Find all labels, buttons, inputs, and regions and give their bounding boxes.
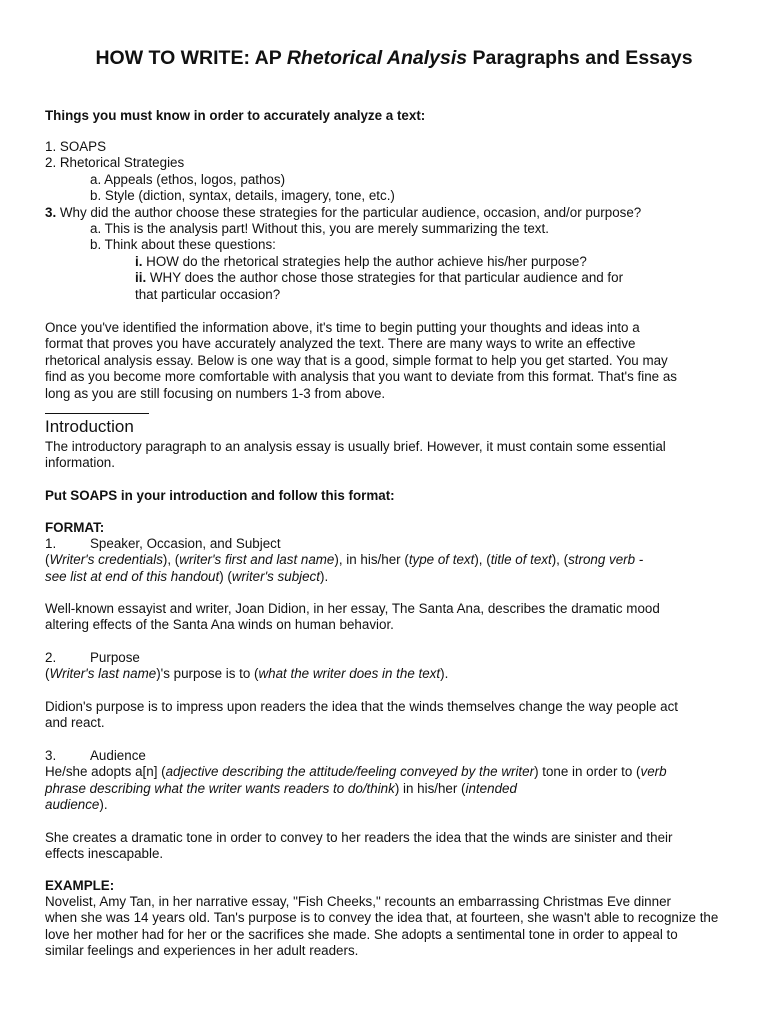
title-prefix: HOW TO WRITE: AP xyxy=(95,47,287,69)
section-divider xyxy=(45,413,149,414)
format-step-3 xyxy=(45,748,745,814)
overview-paragraph: Once you've identified the information above, it's time to begin putting your thoughts and ideas into a format that proves you have accurately analyzed the text. There are many ways to write an effective rhetorical analysis essay. Below is one way that is a good, simple format to help you get started. You may find as you become more comfortable with analysis that you want to deviate from this format. That's fine as long as you are still focusing on numbers 1-3 from above. xyxy=(45,320,677,401)
list-item-2b: b. Style (diction, syntax, details, imagery, tone, etc.) xyxy=(90,188,395,204)
example-paragraph: Novelist, Amy Tan, in her narrative essay, "Fish Cheeks," recounts an embarrassing Christmas Eve dinner when she was 14 years old. Tan's purpose is to convey the idea that, at fourteen, she wasn't able to recognize the love her mother had for her or the sacrifices she made. She adopts a sentimental tone in order to appeal to similar feelings and experiences in her adult readers. xyxy=(45,894,719,959)
format-step-2 xyxy=(45,650,745,683)
introduction-heading: Introduction xyxy=(45,417,134,436)
list-item-1: 1. SOAPS xyxy=(45,139,107,154)
step-1-template-cont: see list at end of this handout) (writer's subject). xyxy=(45,568,329,584)
soaps-instruction: Put SOAPS in your introduction and follow this format: xyxy=(45,488,395,503)
step-1-example: Well-known essayist and writer, Joan Didion, in her essay, The Santa Ana, describes the dramatic mood altering effects of the Santa Ana winds on human behavior. xyxy=(45,601,660,633)
format-step-1 xyxy=(45,536,745,585)
step-2-template: (Writer's last name)'s purpose is to (what the writer does in the text). xyxy=(45,666,449,682)
page-title xyxy=(0,46,768,70)
question-ii: ii. WHY does the author chose those strategies for that particular audience and for xyxy=(135,270,624,286)
title-suffix: Paragraphs and Essays xyxy=(467,47,693,69)
know-heading: Things you must know in order to accurately analyze a text: xyxy=(45,108,426,123)
step-1-template: (Writer's credentials), (writer's first and last name), in his/her (type of text), (title of text), (strong verb - xyxy=(45,552,644,568)
list-item-2a: a. Appeals (ethos, logos, pathos) xyxy=(90,171,286,187)
list-item-3a: a. This is the analysis part! Without this, you are merely summarizing the text. xyxy=(90,221,549,237)
things-to-know-list xyxy=(45,139,745,303)
step-3-heading: 3. Audience xyxy=(45,748,146,763)
introduction-paragraph: The introductory paragraph to an analysis essay is usually brief. However, it must contain some essential information. xyxy=(45,439,666,471)
question-ii-cont: that particular occasion? xyxy=(135,286,281,302)
step-3-template-end: audience). xyxy=(45,797,108,813)
step-1-heading: 1. Speaker, Occasion, and Subject xyxy=(45,536,281,551)
question-i: i. HOW do the rhetorical strategies help the author achieve his/her purpose? xyxy=(135,253,587,269)
list-item-3: 3. Why did the author choose these strategies for the particular audience, occasion, and/or purpose? xyxy=(45,204,642,220)
step-2-heading: 2. Purpose xyxy=(45,650,140,665)
list-item-2: 2. Rhetorical Strategies xyxy=(45,155,185,171)
list-item-3b: b. Think about these questions: xyxy=(90,237,276,253)
step-3-template-cont: phrase describing what the writer wants readers to do/think) in his/her (intended xyxy=(45,780,517,796)
format-label: FORMAT: xyxy=(45,520,105,535)
step-3-template: He/she adopts a[n] (adjective describing the attitude/feeling conveyed by the writer) tone in order to (verb xyxy=(45,764,667,780)
step-2-example: Didion's purpose is to impress upon readers the idea that the winds themselves change the way people act and react. xyxy=(45,699,679,731)
step-3-example: She creates a dramatic tone in order to convey to her readers the idea that the winds are sinister and their effects inescapable. xyxy=(45,830,673,862)
title-italic: Rhetorical Analysis xyxy=(286,47,468,69)
example-label: EXAMPLE: xyxy=(45,878,115,893)
